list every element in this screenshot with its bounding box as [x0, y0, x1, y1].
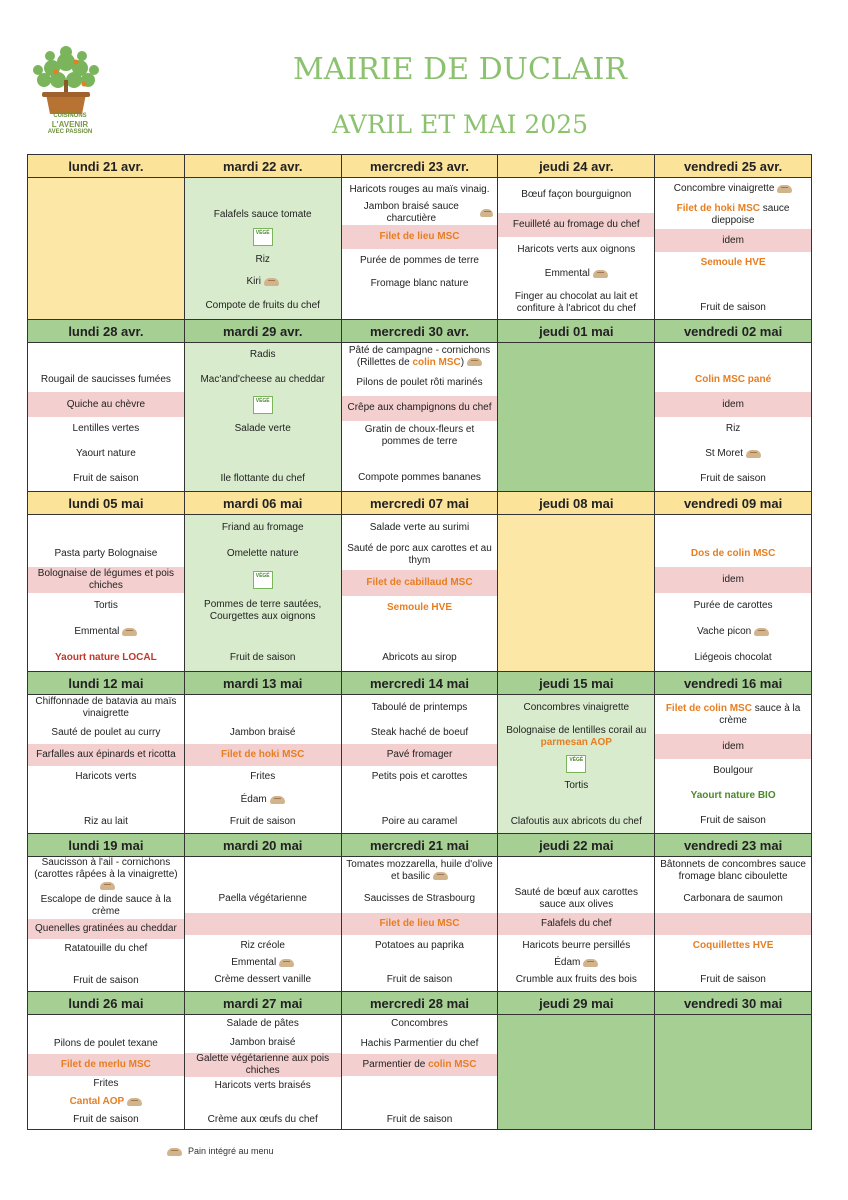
menu-item: Saucisses de Strasbourg	[363, 893, 476, 905]
menu-item: Petits pois et carottes	[371, 771, 468, 783]
menu-item: Yaourt nature LOCAL	[55, 652, 157, 663]
menu-item: Concombres	[391, 1017, 448, 1029]
logo-line1: CUISINONS	[53, 113, 87, 119]
menu-item: Crème dessert vanille	[214, 974, 312, 986]
bread-icon	[279, 959, 294, 967]
menu-item: Fromage blanc nature	[370, 277, 469, 289]
day-header: lundi 21 avr.	[28, 155, 185, 177]
menu-item: Liégeois chocolat	[694, 652, 772, 663]
menu-item: Carbonara de saumon	[683, 893, 783, 905]
day-column	[185, 343, 342, 491]
vege-badge	[498, 753, 654, 775]
menu-item: Haricots beurre persillés	[522, 939, 631, 951]
menu-item: Fruit de saison	[386, 1114, 453, 1126]
day-header: mercredi 28 mai	[342, 992, 499, 1014]
bread-icon	[264, 278, 279, 286]
menu-item: Taboulé de printemps	[371, 702, 468, 714]
menu-item: Gratin de choux-fleurs et pommes de terre	[364, 423, 475, 447]
day-column-holiday	[498, 343, 655, 491]
day-header: mercredi 14 mai	[342, 672, 499, 694]
menu-item: Frites	[93, 1078, 119, 1090]
menu-item: Filet de lieu MSC	[342, 913, 498, 935]
vege-badge	[185, 392, 341, 417]
menu-item: Radis	[249, 349, 276, 361]
menu-item: Cantal AOP	[28, 1093, 184, 1111]
menu-item: Jambon braisé	[229, 1036, 296, 1048]
day-column	[185, 695, 342, 833]
menu-item: Paella végétarienne	[218, 893, 307, 905]
day-column	[498, 178, 655, 319]
menu-item: Fruit de saison	[229, 815, 296, 827]
menu-item: Salade verte au surimi	[369, 521, 470, 533]
day-header: mercredi 30 avr.	[342, 320, 499, 342]
menu-item: Omelette nature	[226, 548, 299, 559]
menu-item: Ile flottante du chef	[220, 472, 305, 484]
menu-item: Falafels du chef	[498, 913, 654, 935]
page-subtitle: AVRIL ET MAI 2025	[331, 110, 589, 139]
menu-item: Bœuf façon bourguignon	[521, 189, 632, 201]
bread-icon	[433, 872, 448, 880]
week-header	[28, 320, 811, 343]
day-header: vendredi 09 mai	[655, 492, 811, 514]
menu-item: St Moret	[655, 442, 811, 467]
menu-item: Compote de fruits du chef	[205, 299, 320, 311]
day-header: mardi 13 mai	[185, 672, 342, 694]
menu-item: Quenelles gratinées au cheddar	[28, 919, 184, 939]
menu-item: Friand au fromage	[221, 522, 304, 533]
menu-item: Filet de colin MSC sauce à la crème	[665, 702, 801, 726]
week-header	[28, 992, 811, 1015]
menu-item: Semoule HVE	[700, 257, 766, 269]
day-column	[498, 695, 655, 833]
week-1	[28, 155, 811, 320]
day-column	[655, 515, 811, 671]
menu-item: Pasta party Bolognaise	[54, 548, 158, 559]
vege-icon: VÉGÉ	[253, 571, 273, 589]
menu-item: Saucisson à l'ail - cornichons (carottes râpées à la vinaigrette)	[28, 857, 184, 893]
bread-icon	[100, 882, 115, 890]
week-header	[28, 834, 811, 857]
day-column-holiday	[28, 178, 185, 319]
bread-icon	[127, 1098, 142, 1106]
menu-item: Crumble aux fruits des bois	[515, 974, 637, 986]
week-header	[28, 672, 811, 695]
menu-item: Steak haché de boeuf	[370, 726, 469, 738]
day-header: jeudi 22 mai	[498, 834, 655, 856]
day-header: mardi 06 mai	[185, 492, 342, 514]
menu-item: Tortis	[564, 780, 589, 792]
week-header	[28, 155, 811, 178]
day-header: mercredi 07 mai	[342, 492, 499, 514]
day-header: mardi 27 mai	[185, 992, 342, 1014]
bread-icon	[593, 270, 608, 278]
week-5	[28, 834, 811, 992]
logo-line2: L'AVENIR	[51, 120, 89, 129]
menu-item: Kiri	[185, 271, 341, 293]
menu-item: Riz au lait	[83, 815, 128, 827]
day-column	[342, 515, 499, 671]
day-header: vendredi 16 mai	[655, 672, 811, 694]
day-column	[655, 857, 811, 991]
menu-item: Mac'and'cheese au cheddar	[200, 374, 325, 385]
menu-item: idem	[655, 567, 811, 593]
vege-badge	[185, 226, 341, 248]
week-3	[28, 492, 811, 672]
day-column	[185, 857, 342, 991]
menu-item: Colin MSC pané	[695, 374, 772, 385]
day-column	[185, 515, 342, 671]
week-4	[28, 672, 811, 834]
day-column	[28, 343, 185, 491]
menu-item: Jambon braisé	[229, 726, 296, 738]
menu-item: idem	[655, 392, 811, 417]
week-2	[28, 320, 811, 492]
day-header: jeudi 01 mai	[498, 320, 655, 342]
menu-item: Fruit de saison	[229, 652, 296, 663]
week-6	[28, 992, 811, 1129]
bread-icon	[467, 358, 482, 366]
bread-icon	[270, 796, 285, 804]
day-column	[28, 695, 185, 833]
vege-icon: VÉGÉ	[253, 228, 273, 246]
menu-item: Tomates mozzarella, huile d'olive et basilic	[346, 859, 493, 883]
bread-icon	[122, 628, 137, 636]
menu-item: Riz	[725, 423, 741, 435]
menu-item: Finger au chocolat au lait et confiture à l'abricot du chef	[514, 290, 638, 314]
menu-item: Chiffonnade de batavia au maïs vinaigrette	[35, 696, 177, 720]
menu-item: Sauté de poulet au curry	[51, 726, 161, 738]
day-column-holiday	[498, 1015, 655, 1129]
menu-item: Abricots au sirop	[382, 652, 457, 664]
menu-item: Yaourt nature	[75, 448, 136, 460]
menu-item: Escalope de dinde sauce à la crème	[40, 894, 172, 917]
menu-item: Sauté de porc aux carottes et au thym	[347, 543, 492, 567]
menu-item: Filet de cabillaud MSC	[342, 570, 498, 595]
menu-item: Bolognaise de légumes et pois chiches	[28, 567, 184, 593]
day-header: mercredi 21 mai	[342, 834, 499, 856]
bread-icon	[583, 959, 598, 967]
menu-item: Emmental	[28, 619, 184, 645]
legend	[167, 1146, 274, 1156]
day-header: lundi 19 mai	[28, 834, 185, 856]
menu-item: Pommes de terre sautées, Courgettes aux oignons	[204, 599, 322, 623]
menu-item: Pâté de campagne - cornichons (Rillettes de colin MSC)	[348, 344, 491, 368]
menu-item: Rougail de saucisses fumées	[40, 374, 171, 385]
menu-item: Purée de pommes de terre	[360, 254, 479, 266]
day-header: vendredi 25 avr.	[655, 155, 811, 177]
logo-text	[40, 113, 100, 136]
menu-item: Compote pommes bananes	[358, 472, 481, 484]
day-column	[498, 857, 655, 991]
menu-item: Fruit de saison	[73, 472, 139, 484]
menu-item: Falafels sauce tomate	[213, 209, 312, 221]
menu-item: Galette végétarienne aux pois chiches	[185, 1053, 341, 1077]
menu-item: Concombre vinaigrette	[655, 178, 811, 200]
menu-item: Riz	[255, 253, 270, 265]
day-header: lundi 26 mai	[28, 992, 185, 1014]
bread-icon	[746, 450, 761, 458]
day-column	[655, 695, 811, 833]
menu-item: Fruit de saison	[700, 974, 766, 986]
menu-item: Fruit de saison	[700, 472, 766, 484]
menu-item: Vache picon	[655, 619, 811, 645]
menu-item: Crêpe aux champignons du chef	[342, 396, 498, 421]
day-header: lundi 28 avr.	[28, 320, 185, 342]
menu-item: Crème aux œufs du chef	[207, 1114, 318, 1126]
day-column	[342, 1015, 499, 1129]
menu-item: Potatoes au paprika	[375, 939, 464, 951]
menu-item: Fruit de saison	[386, 974, 453, 986]
day-header: jeudi 15 mai	[498, 672, 655, 694]
day-column-holiday	[498, 515, 655, 671]
bread-icon	[754, 628, 769, 636]
day-column	[28, 1015, 185, 1129]
menu-item: Lentilles vertes	[72, 423, 140, 435]
day-column	[185, 1015, 342, 1129]
day-header: jeudi 29 mai	[498, 992, 655, 1014]
day-header: mardi 20 mai	[185, 834, 342, 856]
menu-item: Fruit de saison	[73, 1114, 139, 1126]
menu-item: Boulgour	[713, 765, 754, 777]
menu-item: Ratatouille du chef	[64, 943, 148, 954]
menu-grid	[27, 154, 812, 1130]
day-header: vendredi 02 mai	[655, 320, 811, 342]
day-header: jeudi 08 mai	[498, 492, 655, 514]
menu-item: Haricots rouges au maïs vinaig.	[349, 183, 490, 195]
day-header: mardi 29 avr.	[185, 320, 342, 342]
day-header: lundi 05 mai	[28, 492, 185, 514]
menu-item: Filet de hoki MSC	[185, 744, 341, 766]
menu-item: Riz créole	[240, 939, 285, 951]
menu-item: Hachis Parmentier du chef	[360, 1037, 479, 1049]
menu-item: Bolognaise de lentilles corail au parmesan AOP	[506, 725, 647, 749]
vege-icon: VÉGÉ	[566, 755, 586, 773]
menu-item: Emmental	[498, 262, 654, 287]
day-column	[342, 343, 499, 491]
menu-item: Fruit de saison	[73, 975, 139, 986]
day-column	[655, 343, 811, 491]
menu-item: Quiche au chèvre	[28, 392, 184, 417]
menu-item: Tortis	[93, 600, 118, 611]
menu-item: Poire au caramel	[381, 815, 458, 827]
week-header	[28, 492, 811, 515]
menu-item: Filet de hoki MSC sauce dieppoise	[676, 202, 790, 226]
menu-item: Édam	[498, 956, 654, 969]
menu-item: Fruit de saison	[700, 814, 766, 826]
menu-item: Édam	[185, 789, 341, 811]
day-column-holiday	[655, 1015, 811, 1129]
bread-icon	[480, 209, 493, 217]
menu-item: Filet de merlu MSC	[28, 1054, 184, 1075]
logo-line3: AVEC PASSION	[47, 129, 93, 135]
menu-item: Jambon braisé sauce charcutière	[342, 201, 498, 225]
day-column	[342, 178, 499, 319]
day-header: mardi 22 avr.	[185, 155, 342, 177]
menu-item: Feuilleté au fromage du chef	[498, 213, 654, 238]
day-header: vendredi 23 mai	[655, 834, 811, 856]
menu-item: idem	[655, 229, 811, 251]
menu-item: Purée de carottes	[693, 600, 773, 611]
day-column	[185, 178, 342, 319]
bread-icon	[167, 1148, 182, 1156]
vege-icon: VÉGÉ	[253, 396, 273, 414]
day-column	[342, 857, 499, 991]
menu-item: Fruit de saison	[700, 301, 766, 313]
menu-item: Concombres vinaigrette	[523, 702, 630, 714]
menu-item: Haricots verts braisés	[214, 1079, 311, 1091]
menu-item: Clafoutis aux abricots du chef	[510, 815, 642, 827]
menu-item: Pilons de poulet rôti marinés	[356, 377, 483, 389]
menu-item: Sauté de bœuf aux carottes sauce aux olives	[514, 887, 638, 911]
menu-item: Parmentier de colin MSC	[342, 1054, 498, 1075]
bread-icon	[777, 185, 792, 193]
menu-item: Haricots verts aux oignons	[517, 243, 636, 255]
menu-item: Bâtonnets de concombres sauce fromage blanc ciboulette	[660, 859, 806, 883]
menu-item: Semoule HVE	[386, 602, 452, 614]
day-column	[28, 857, 185, 991]
day-column	[655, 178, 811, 319]
menu-item: Filet de lieu MSC	[342, 225, 498, 248]
menu-item: Pavé fromager	[342, 744, 498, 766]
menu-item: Dos de colin MSC	[690, 548, 776, 559]
menu-item: Farfalles aux épinards et ricotta	[28, 744, 184, 766]
day-header: vendredi 30 mai	[655, 992, 811, 1014]
menu-item: Frites	[250, 771, 276, 783]
menu-item: Emmental	[185, 956, 341, 969]
day-header: mercredi 23 avr.	[342, 155, 499, 177]
day-header: lundi 12 mai	[28, 672, 185, 694]
day-header: jeudi 24 avr.	[498, 155, 655, 177]
vege-badge	[185, 567, 341, 593]
menu-item: idem	[655, 734, 811, 759]
day-column	[28, 515, 185, 671]
menu-item: Salade de pâtes	[226, 1017, 299, 1029]
menu-item: Pilons de poulet texane	[53, 1037, 158, 1049]
menu-item: Haricots verts	[75, 771, 137, 783]
menu-item: Coquillettes HVE	[692, 939, 774, 951]
menu-item: Salade verte	[234, 423, 291, 435]
legend-text: Pain intégré au menu	[188, 1146, 274, 1156]
page-title: MAIRIE DE DUCLAIR	[293, 52, 627, 87]
day-column	[342, 695, 499, 833]
menu-item: Yaourt nature BIO	[690, 790, 776, 802]
